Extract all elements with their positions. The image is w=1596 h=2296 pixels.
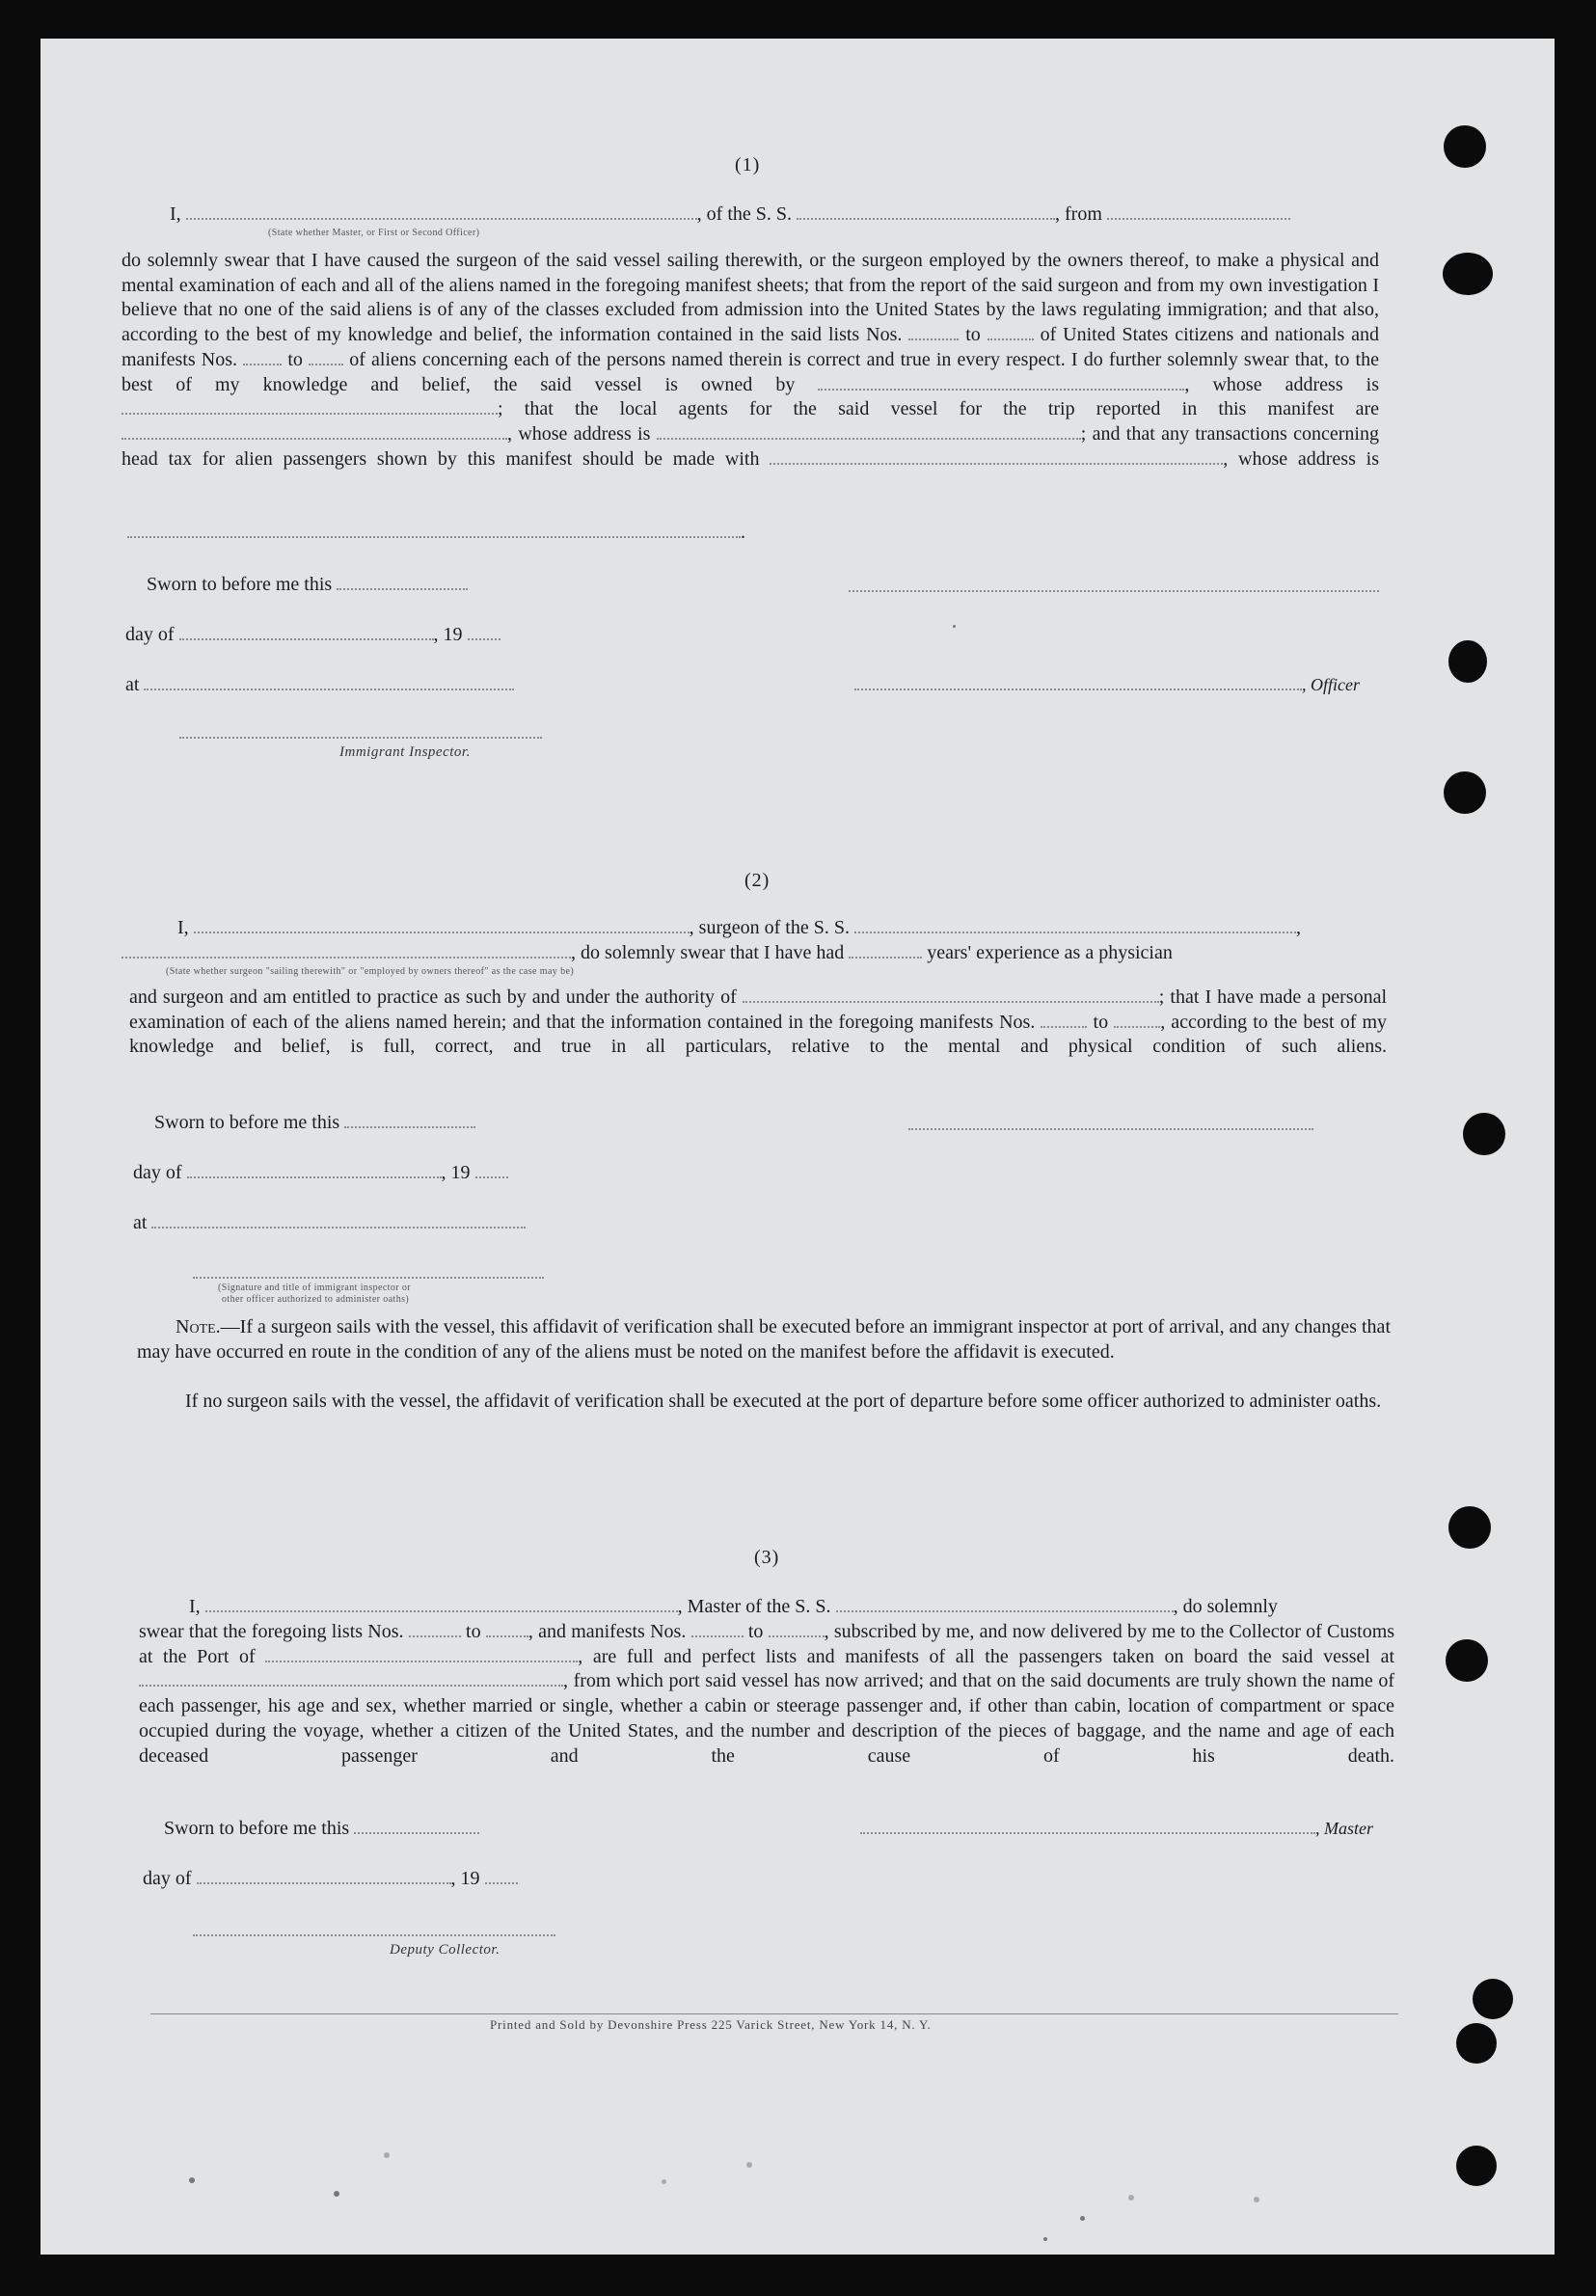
oath-text: , according to the best of my knowledge and belief, is full, correct, and true in all particulars, relative to the mental and physical condition of such aliens. [129, 1011, 1387, 1058]
punch-hole [1448, 1506, 1491, 1549]
surgeon-vessel-label: , surgeon of the S. S. [689, 917, 850, 938]
arrival-lists-from-field[interactable] [409, 1620, 461, 1637]
day-of-label: day of [125, 624, 175, 645]
oath-text: to [747, 1621, 764, 1642]
day-of-label: day of [143, 1868, 192, 1889]
surgeon-capacity-field[interactable] [122, 941, 571, 959]
section-2-number: (2) [744, 870, 771, 891]
place-field[interactable] [144, 673, 514, 690]
surgeon-oath-paragraph [129, 986, 1387, 1060]
master-signature-line[interactable] [849, 590, 1379, 592]
oath-text: to [1093, 1011, 1109, 1033]
year-field[interactable] [475, 1161, 508, 1178]
day-of-label: day of [133, 1162, 182, 1183]
sworn-day-field[interactable] [337, 573, 468, 590]
head-tax-party-field[interactable] [770, 447, 1223, 465]
vessel-label: , of the S. S. [696, 203, 793, 225]
authority-field[interactable] [743, 986, 1159, 1003]
arrival-master-name-field[interactable] [205, 1595, 678, 1612]
note-text: If no surgeon sails with the vessel, the affidavit of verification shall be executed at the port of departure before some officer authorized to administer oaths. [185, 1391, 1382, 1412]
year-label: , 19 [450, 1868, 480, 1889]
punch-hole [1456, 2146, 1497, 2186]
arrival-manifests-from-field[interactable] [691, 1620, 744, 1637]
month-field[interactable] [187, 1161, 442, 1178]
verification-note-2 [137, 1390, 1391, 1415]
oath-text: , and manifests Nos. [527, 1621, 687, 1642]
paper-speck [1128, 2195, 1134, 2201]
place-field[interactable] [151, 1211, 526, 1229]
punch-hole [1456, 2023, 1497, 2064]
master-arrival-paragraph [139, 1620, 1394, 1769]
section-1-number: (1) [735, 154, 761, 176]
day-of-line-2 [133, 1161, 508, 1184]
pronoun-label: I, [170, 203, 181, 225]
signature-caption-2: other officer authorized to administer oaths) [222, 1294, 410, 1305]
oath-text: ; that the local agents for the said vessel for the trip reported in this manifest are [498, 398, 1379, 420]
oath-text: and surgeon and am entitled to practice as such by and under the authority of [129, 986, 737, 1008]
year-field[interactable] [485, 1867, 518, 1884]
day-of-line-3 [143, 1867, 518, 1890]
oath-text: of aliens concerning each of the persons named therein is correct and true in every respect. I do further solemnly swear that, to the best of my knowledge and belief, the said vessel is owned by [122, 348, 1379, 395]
port-of-arrival-field[interactable] [265, 1645, 578, 1662]
at-line-1 [125, 673, 514, 696]
paper-speck [746, 2162, 752, 2168]
verification-note-1 [137, 1315, 1391, 1364]
printer-imprint: Printed and Sold by Devonshire Press 225 Varick Street, New York 14, N. Y. [490, 2017, 932, 2032]
collector-signature-line[interactable] [193, 1934, 555, 1936]
lists-from-field[interactable] [908, 323, 959, 340]
sworn-day-field[interactable] [344, 1111, 475, 1128]
punch-hole [1444, 125, 1486, 168]
oath-text: to [965, 324, 981, 346]
officer-signature-field[interactable] [854, 673, 1302, 690]
local-agents-field[interactable] [122, 422, 507, 440]
sworn-label: Sworn to before me this [164, 1818, 350, 1839]
surgeon-experience-line [122, 941, 1173, 964]
paper-speck [953, 625, 956, 628]
oath-text: , subscribed by me, and now delivered by me to the Collector of Customs at the Port of [139, 1621, 1395, 1667]
signature-caption-1: (Signature and title of immigrant inspector or [218, 1283, 412, 1293]
embarkation-port-field[interactable] [139, 1669, 563, 1687]
surgeon-line [177, 916, 1301, 939]
surgeon-manifests-from-field[interactable] [1041, 1011, 1087, 1028]
sworn-line-3 [164, 1817, 479, 1840]
punch-hole [1444, 771, 1486, 814]
year-field[interactable] [468, 623, 500, 640]
punch-hole [1443, 253, 1493, 295]
punch-hole [1463, 1113, 1505, 1155]
sworn-label: Sworn to before me this [147, 574, 333, 595]
master-hint: (State whether Master, or First or Second Officer) [268, 228, 480, 238]
comma: , [1295, 917, 1301, 938]
arrival-master-signature-field[interactable] [860, 1817, 1315, 1834]
period: . [741, 522, 745, 543]
paper-speck [189, 2177, 195, 2183]
sworn-day-field[interactable] [354, 1817, 479, 1834]
note-text: —If a surgeon sails with the vessel, this affidavit of verification shall be executed before an immigrant inspector at port of arrival, and any changes that may have occurred en route in the condition of any of the aliens must be noted on the manifest before the affidavit is executed. [137, 1316, 1391, 1363]
oath-text: ; and that any transactions concerning head tax for alien passengers shown by this manifest should be made with [122, 422, 1379, 470]
oath-text: do solemnly swear that I have caused the surgeon of the said vessel sailing therewith, or the surgeon employed by the owners thereof, to make a physical and mental examination of each and all of the aliens named in the foregoing manifest sheets; that from the report of the said surgeon and from my own investigation I believe that no one of the said aliens is of any of the classes excluded from admission into the United States by the laws regulating immigration; and that also, according to the best of my knowledge and belief, the information contained in the said lists Nos. [122, 250, 1379, 346]
paper-speck [384, 2152, 390, 2158]
administering-officer-signature-line[interactable] [193, 1277, 544, 1279]
surgeon-signature-line[interactable] [908, 1128, 1313, 1130]
master-label: , Master [1315, 1819, 1373, 1838]
master-name-field[interactable] [186, 203, 697, 220]
owner-field[interactable] [818, 373, 1184, 391]
vessel-name-field[interactable] [797, 203, 1055, 220]
years-experience-field[interactable] [849, 941, 922, 959]
master-oath-paragraph [122, 249, 1379, 472]
master-signature-row [860, 1817, 1373, 1840]
owner-address-field[interactable] [122, 397, 498, 415]
oath-text: , from which port said vessel has now arrived; and that on the said documents are truly shown the name of each passenger, his age and sex, whether married or single, whether a cabin or steerage passenger and, if other than cabin, location of compartment or space occupied during the voyage, whether a citizen of the United States, and the number and description of the pieces of baggage, and the name and age of each deceased passenger and the cause of his death. [139, 1670, 1394, 1767]
sworn-line-1 [147, 573, 468, 596]
swear-label: , do solemnly swear that I have had [571, 942, 845, 963]
sworn-label: Sworn to before me this [154, 1112, 340, 1133]
inspector-signature-line[interactable] [179, 737, 542, 739]
month-field[interactable] [197, 1867, 451, 1884]
at-label: at [125, 674, 140, 695]
oath-text: ; that I have made a personal examination of each of the aliens named herein; and that the information contained in the foregoing manifests Nos. [129, 986, 1388, 1033]
oath-text: , whose address is [507, 422, 651, 445]
officer-label: , Officer [1302, 675, 1360, 694]
paper-speck [662, 2179, 666, 2184]
manifests-from-field[interactable] [243, 348, 282, 365]
footer-rule [150, 2013, 1398, 2014]
paper-speck [334, 2191, 339, 2197]
manifests-to-field[interactable] [309, 348, 343, 365]
sworn-line-2 [154, 1111, 475, 1134]
paper-speck [1080, 2216, 1085, 2221]
years-label: years' experience as a physician [927, 942, 1173, 963]
officer-line [854, 673, 1360, 696]
origin-port-field[interactable] [1107, 203, 1290, 220]
arrival-vessel-field[interactable] [836, 1595, 1174, 1612]
year-label: , 19 [441, 1162, 471, 1183]
oath-text: to [287, 348, 303, 370]
paper-speck [1043, 2237, 1047, 2241]
at-line-2 [133, 1211, 526, 1234]
inspector-caption: Immigrant Inspector. [339, 744, 471, 760]
day-of-line-1 [125, 623, 500, 646]
section-3-number: (3) [754, 1547, 780, 1568]
pronoun-label: I, [189, 1596, 201, 1617]
surgeon-vessel-field[interactable] [854, 916, 1296, 933]
month-field[interactable] [179, 623, 434, 640]
lists-to-field[interactable] [987, 323, 1034, 340]
pronoun-label: I, [177, 917, 189, 938]
at-label: at [133, 1212, 148, 1233]
note-label: Note. [176, 1316, 221, 1337]
year-label: , 19 [433, 624, 463, 645]
from-label: , from [1055, 203, 1102, 225]
punch-hole [1446, 1639, 1488, 1682]
paper-speck [1254, 2197, 1259, 2202]
oath-text: , whose address is [1223, 447, 1379, 470]
arrival-manifests-to-field[interactable] [769, 1620, 825, 1637]
arrival-lists-to-field[interactable] [486, 1620, 528, 1637]
master-vessel-label: , Master of the S. S. [677, 1596, 831, 1617]
head-tax-address-field[interactable] [127, 521, 741, 538]
surgeon-hint: (State whether surgeon "sailing therewith" or "employed by owners thereof" as the case may be) [166, 966, 575, 977]
oath-text: swear that the foregoing lists Nos. [139, 1621, 404, 1642]
surgeon-manifests-to-field[interactable] [1114, 1011, 1160, 1028]
head-tax-address-line [127, 521, 745, 544]
oath-text: , whose address is [1184, 373, 1380, 395]
punch-hole [1448, 640, 1487, 683]
punch-hole [1473, 1979, 1513, 2019]
master-line [170, 203, 1290, 226]
swear-label: , do solemnly [1173, 1596, 1278, 1617]
master-arrival-line [189, 1595, 1278, 1618]
surgeon-name-field[interactable] [194, 916, 690, 933]
agents-address-field[interactable] [657, 422, 1081, 440]
oath-text: of United States citizens and nationals and manifests Nos. [122, 324, 1380, 370]
collector-caption: Deputy Collector. [390, 1942, 500, 1958]
oath-text: , are full and perfect lists and manifests of all the passengers taken on board the said vessel at [578, 1645, 1395, 1667]
oath-text: to [466, 1621, 481, 1642]
